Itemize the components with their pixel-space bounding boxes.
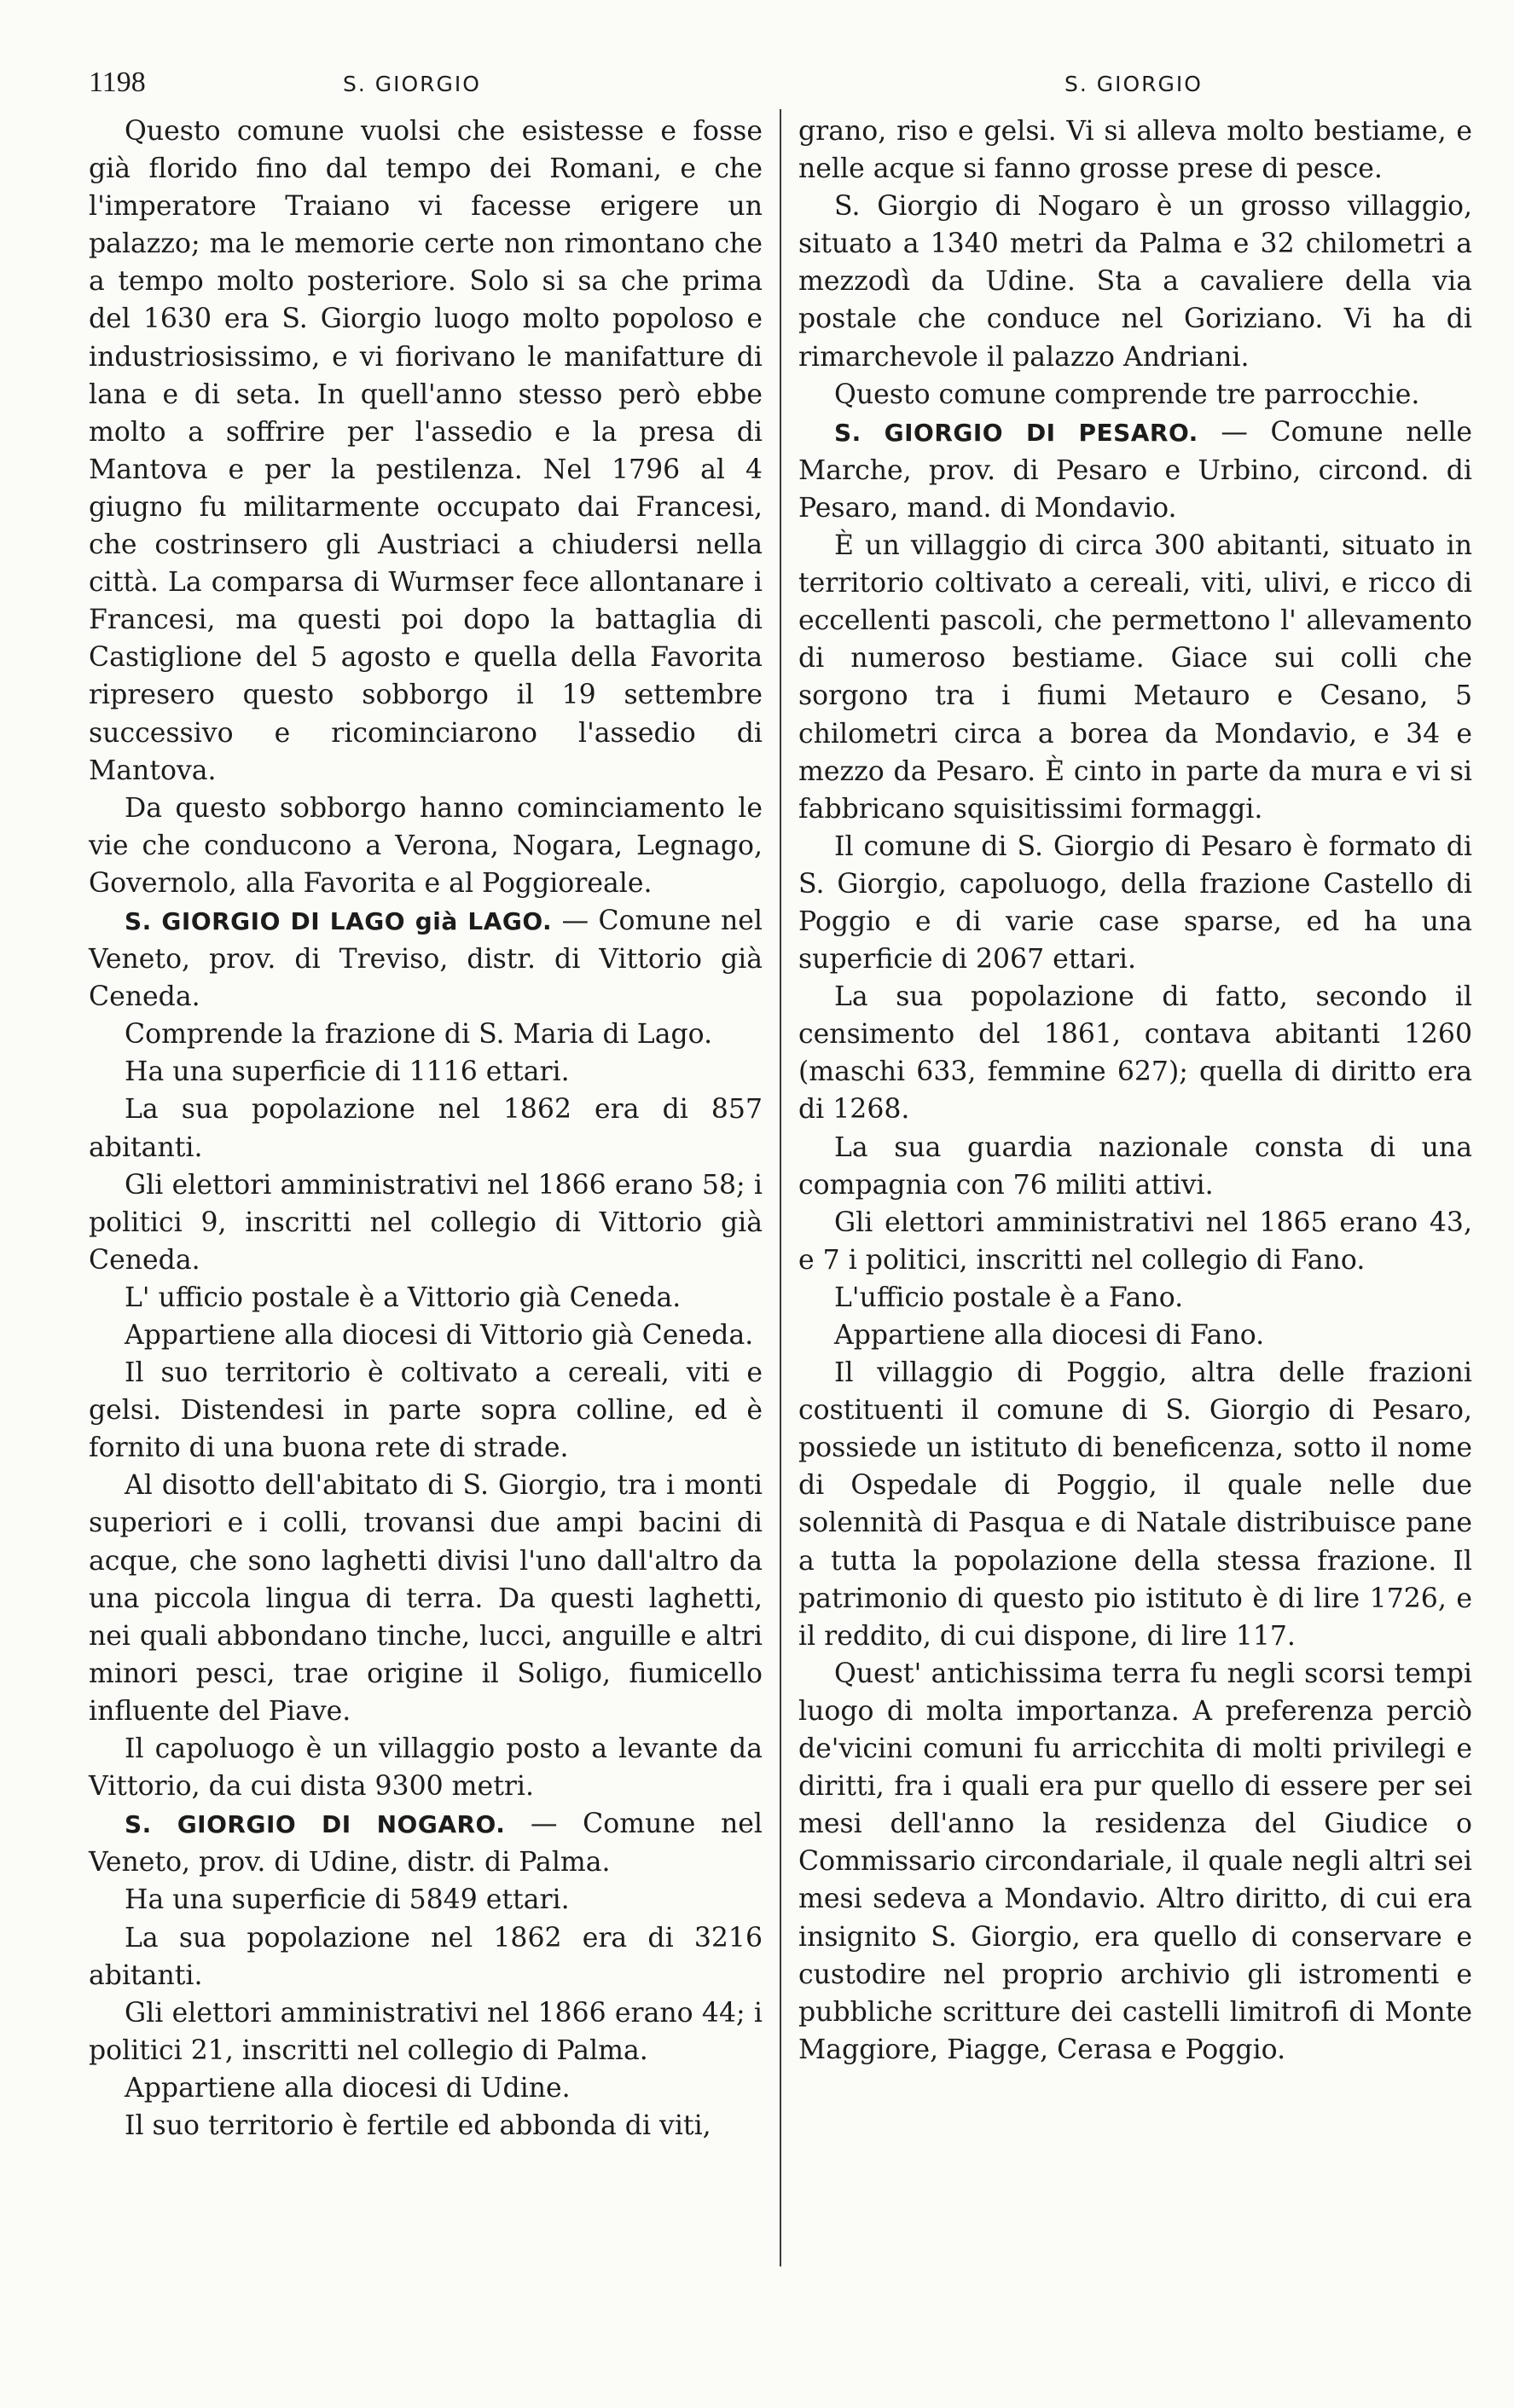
paragraph: La sua popolazione di fatto, secondo il censimento del 1861, contava abitanti 1260 (maschi 633, femmine 627); quella di diritto era di 1268. [798, 981, 1472, 1126]
entry-intro: — Comune nelle Marche, prov. di Pesaro e Urbino, circond. di Pesaro, mand. di Mondavio. [798, 416, 1472, 524]
right-column [798, 113, 1472, 2069]
entry-heading: S. GIORGIO DI PESARO. [834, 418, 1198, 447]
paragraph: Il capoluogo è un villaggio posto a levante da Vittorio, da cui dista 9300 metri. [89, 1734, 763, 1803]
paragraph: Questo comune comprende tre parrocchie. [834, 379, 1420, 410]
entry-lago [89, 902, 763, 1016]
paragraph-continued: grano, riso e gelsi. Vi si alleva molto bestiame, e nelle acque si fanno grosse prese di pesce. [798, 116, 1472, 185]
paragraph: Gli elettori amministrativi nel 1866 erano 58; i politici 9, inscritti nel collegio di Vittorio già Ceneda. [89, 1169, 763, 1276]
paragraph: Appartiene alla diocesi di Vittorio già Ceneda. [125, 1320, 754, 1351]
paragraph: S. Giorgio di Nogaro è un grosso villaggio, situato a 1340 metri da Palma e 32 chilometri a mezzodì da Udine. Sta a cavaliere della via postale che conduce nel Goriziano. Vi ha di rimarchevole il palazzo Andriani. [798, 191, 1472, 373]
entry-heading: S. GIORGIO DI NOGARO. [125, 1810, 506, 1839]
right-running-head: S. GIORGIO [1064, 72, 1203, 96]
entry-heading: S. GIORGIO DI LAGO già LAGO. [125, 906, 553, 935]
entry-intro: — Comune nel Veneto, prov. di Udine, distr. di Palma. [89, 1809, 763, 1878]
paragraph: Appartiene alla diocesi di Udine. [125, 2072, 571, 2104]
paragraph: Comprende la frazione di S. Maria di Lago. [125, 1019, 713, 1051]
paragraph: Il suo territorio è coltivato a cereali, viti e gelsi. Distendesi in parte sopra colline, ed è fornito di una buona rete di strade. [89, 1357, 763, 1464]
paragraph: Al disotto dell'abitato di S. Giorgio, tra i monti superiori e i colli, trovansi due ampi bacini di acque, che sono laghetti divisi l'uno dall'altro da una piccola lingua di terra. Da questi laghetti, nei quali abbondano tinche, lucci, anguille e altri minori pesci, trae origine il Soligo, fiumicello influente del Piave. [89, 1470, 763, 1727]
paragraph: È un villaggio di circa 300 abitanti, situato in territorio coltivato a cereali, viti, ulivi, e ricco di eccellenti pascoli, che permettono l' allevamento di numeroso bestiame. Giace sui colli che sorgono tra i fiumi Metauro e Cesano, 5 chilometri circa a borea da Mondavio, e 34 e mezzo da Pesaro. È cinto in parte da mura e vi si fabbricano squisitissimi formaggi. [798, 530, 1472, 825]
paragraph: Quest' antichissima terra fu negli scorsi tempi luogo di molta importanza. A preferenza perciò de'vicini comuni fu arricchita di molti privilegi e diritti, fra i quali era pur quello di essere per sei mesi dell'anno la residenza del Giudice o Commissario circondariale, il quale negli altri sei mesi sedeva a Mondavio. Altro diritto, di cui era insignito S. Giorgio, era quello di conservare e custodire nel proprio archivio gli istromenti e pubbliche scritture dei castelli limitrofi di Monte Maggiore, Piagge, Cerasa e Poggio. [798, 1658, 1472, 2065]
column-divider [780, 109, 781, 2266]
paragraph: Da questo sobborgo hanno cominciamento le vie che conducono a Verona, Nogara, Legnago, Governolo, alla Favorita e al Poggioreale. [89, 792, 763, 899]
paragraph: Gli elettori amministrativi nel 1866 erano 44; i politici 21, inscritti nel collegio di Palma. [89, 1997, 763, 2066]
paragraph: L' ufficio postale è a Vittorio già Ceneda. [125, 1282, 682, 1313]
paragraph: Ha una superficie di 1116 ettari. [125, 1056, 570, 1088]
page-number: 1198 [89, 67, 146, 98]
paragraph: Gli elettori amministrativi nel 1865 erano 43, e 7 i politici, inscritti nel collegio di Fano. [798, 1207, 1472, 1276]
entry-nogaro [89, 1805, 763, 1881]
paragraph: Questo comune vuolsi che esistesse e fosse già florido fino dal tempo dei Romani, e che l'imperatore Traiano vi facesse erigere un palazzo; ma le memorie certe non rimontano che a tempo molto posteriore. Solo si sa che prima del 1630 era S. Giorgio luogo molto popoloso e industriosissimo, e vi fiorivano le manifatture di lana e di seta. In quell'anno stesso però ebbe molto a soffrire per l'assedio e la presa di Mantova e per la pestilenza. Nel 1796 al 4 giugno fu militarmente occupato dai Francesi, che costrinsero gli Austriaci a chiudersi nella città. La comparsa di Wurmser fece allontanare i Francesi, ma questi poi dopo la battaglia di Castiglione del 5 agosto e quella della Favorita ripresero questo sobborgo il 19 settembre successivo e ricominciarono l'assedio di Mantova. [89, 116, 763, 786]
paragraph: La sua guardia nazionale consta di una compagnia con 76 militi attivi. [798, 1132, 1472, 1201]
left-running-head: S. GIORGIO [343, 72, 481, 96]
paragraph: La sua popolazione nel 1862 era di 3216 abitanti. [89, 1922, 763, 1991]
paragraph: Appartiene alla diocesi di Fano. [834, 1320, 1265, 1351]
paragraph: L'ufficio postale è a Fano. [834, 1282, 1184, 1313]
paragraph: Il suo territorio è fertile ed abbonda di viti, [125, 2110, 711, 2141]
paragraph: Il villaggio di Poggio, altra delle frazioni costituenti il comune di S. Giorgio di Pesaro, possiede un istituto di beneficenza, sotto il nome di Ospedale di Poggio, il quale nelle due solennità di Pasqua e di Natale distribuisce pane a tutta la popolazione della stessa frazione. Il patrimonio di questo pio istituto è di lire 1726, e il reddito, di cui dispone, di lire 117. [798, 1357, 1472, 1652]
page-header [89, 67, 1470, 101]
paragraph: Ha una superficie di 5849 ettari. [125, 1884, 570, 1916]
entry-pesaro [798, 414, 1472, 527]
left-column [89, 113, 763, 2145]
entry-intro: — Comune nel Veneto, prov. di Treviso, distr. di Vittorio già Ceneda. [89, 905, 763, 1013]
paragraph: La sua popolazione nel 1862 era di 857 abitanti. [89, 1094, 763, 1163]
paragraph: Il comune di S. Giorgio di Pesaro è formato di S. Giorgio, capoluogo, della frazione Castello di Poggio e di varie case sparse, ed ha una superficie di 2067 ettari. [798, 831, 1472, 975]
